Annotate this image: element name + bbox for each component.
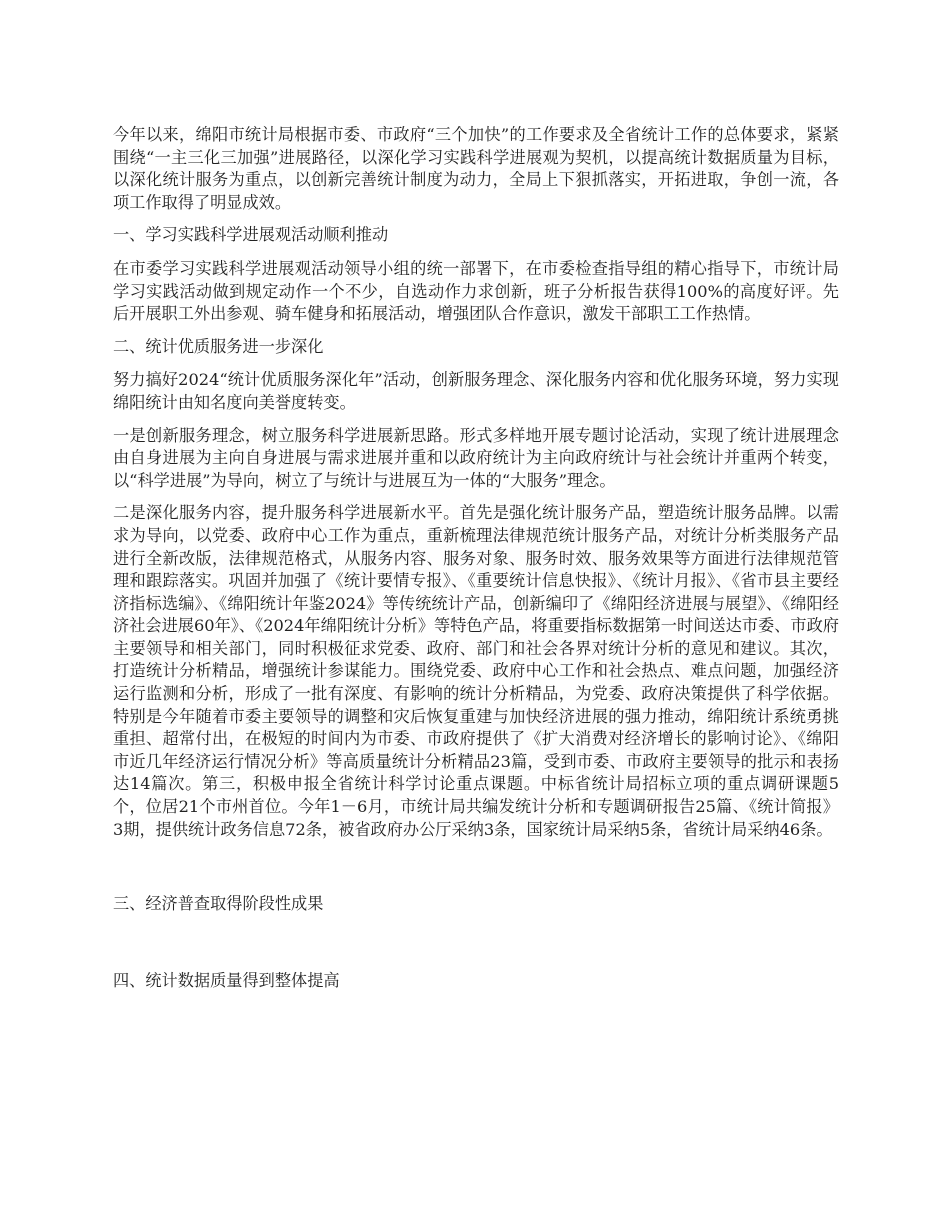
section-2-intro-paragraph: 努力搞好2024“统计优质服务深化年”活动，创新服务理念、深化服务内容和优化服务环境，努力实现绵阳统计由知名度向美誉度转变。 — [113, 370, 839, 412]
intro-paragraph: 今年以来，绵阳市统计局根据市委、市政府“三个加快”的工作要求及全省统计工作的总体要求，紧紧围绕“一主三化三加强”进展路径，以深化学习实践科学进展观为契机，以提高统计数据质量为目标，以深化统计服务为重点，以创新完善统计制度为动力，全局上下狠抓落实，开拓进取，争创一流，各项工作取得了明显成效。 — [113, 125, 839, 212]
section-1-paragraph: 在市委学习实践科学进展观活动领导小组的统一部署下，在市委检查指导组的精心指导下，市统计局学习实践活动做到规定动作一个不少，自选动作力求创新，班子分析报告获得100%的高度好评。先后开展职工外出参观、骑车健身和拓展活动，增强团队合作意识，激发干部职工工作热情。 — [113, 258, 839, 324]
section-heading-2: 二、统计优质服务进一步深化 — [113, 336, 324, 356]
document-page — [113, 124, 839, 1003]
section-2-point-1-paragraph: 一是创新服务理念，树立服务科学进展新思路。形式多样地开展专题讨论活动，实现了统计进展理念由自身进展为主向自身进展与需求进展并重和以政府统计为主向政府统计与社会统计并重两个转变，以“科学进展”为导向，树立了与统计与进展互为一体的“大服务”理念。 — [113, 425, 839, 490]
section-2-point-2-paragraph: 二是深化服务内容，提升服务科学进展新水平。首先是强化统计服务产品，塑造统计服务品牌。以需求为导向，以党委、政府中心工作为重点，重新梳理法律规范统计服务产品，对统计分析类服务产品进行全新改版，法律规范格式，从服务内容、服务对象、服务时效、服务效果等方面进行法律规范管理和跟踪落实。巩固并加强了《统计要情专报》、《重要统计信息快报》、《统计月报》、《省市县主要经济指标选编》、《绵阳统计年鉴2024》等传统统计产品，创新编印了《绵阳经济进展与展望》、《绵阳经济社会进展60年》、《2024年绵阳统计分析》等特色产品，将重要指标数据第一时间送达市委、市政府主要领导和相关部门，同时积极征求党委、政府、部门和社会各界对统计分析的意见和建议。其次，打造统计分析精品，增强统计参谋能力。围绕党委、政府中心工作和社会热点、难点问题，加强经济运行监测和分析，形成了一批有深度、有影响的统计分析精品，为党委、政府决策提供了科学依据。特别是今年随着市委主要领导的调整和灾后恢复重建与加快经济进展的强力推动，绵阳统计系统勇挑重担、超常付出，在极短的时间内为市委、市政府提供了《扩大消费对经济增长的影响讨论》、《绵阳市近几年经济运行情况分析》等高质量统计分析精品23篇，受到市委、市政府主要领导的批示和表扬达14篇次。第三，积极申报全省统计科学讨论重点课题。中标省统计局招标立项的重点调研课题5个，位居21个市州首位。今年1－6月，市统计局共编发统计分析和专题调研报告25篇、《统计简报》3期，提供统计政务信息72条，被省政府办公厅采纳3条，国家统计局采纳5条，省统计局采纳46条。 — [113, 503, 839, 839]
section-heading-1: 一、学习实践科学进展观活动顺利推动 — [113, 225, 389, 245]
section-heading-3: 三、经济普查取得阶段性成果 — [113, 894, 324, 914]
section-heading-4: 四、统计数据质量得到整体提高 — [113, 970, 340, 990]
